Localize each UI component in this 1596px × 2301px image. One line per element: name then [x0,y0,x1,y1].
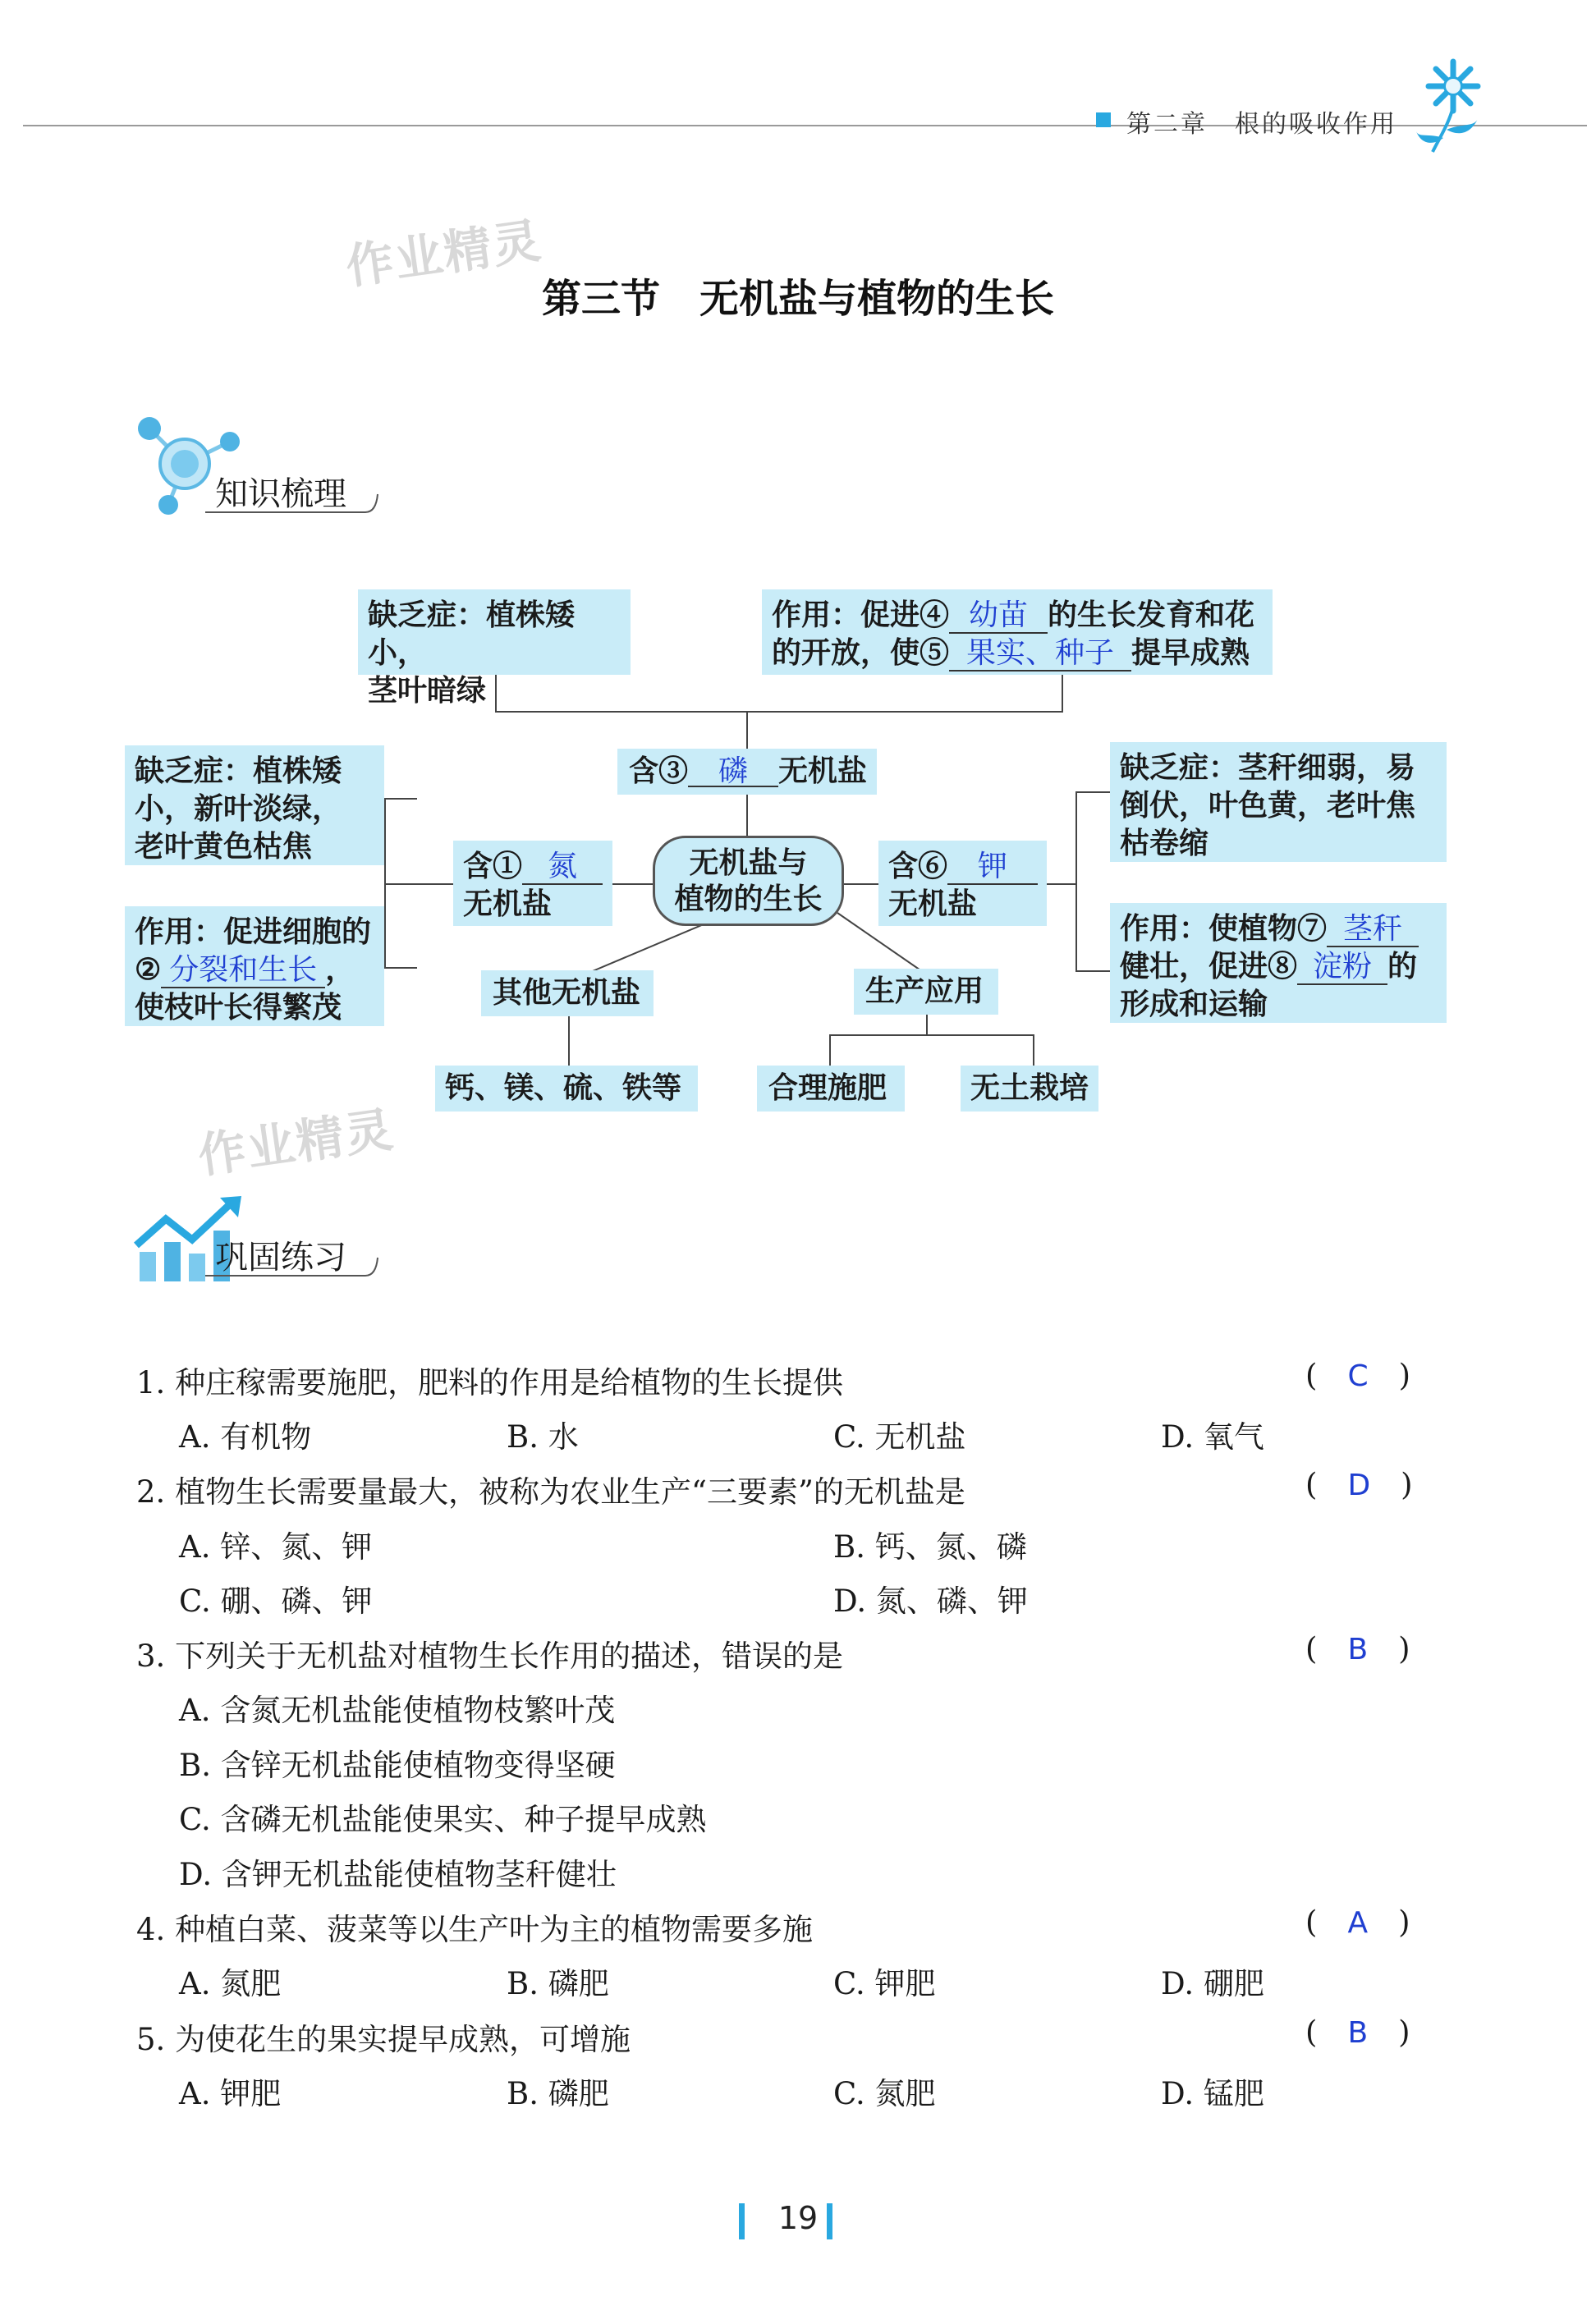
answer-bracket: ( A ) [1305,1905,1410,1940]
n-deficiency-line: 老叶黄色枯焦 [135,829,313,864]
k-label-box [878,841,1047,926]
k-label: 含⑥ [888,849,948,883]
n-function-box [125,906,384,1026]
question-stem: 1. 种庄稼需要施肥，肥料的作用是给植物的生长提供 [136,1365,844,1400]
p-function-text: 的开放，使⑤ [772,635,950,670]
option: C. 钾肥 [833,1966,936,2001]
other-salts-box: 其他无机盐 [481,970,654,1016]
n-label: 含① [463,849,523,883]
option: A. 锌、氮、钾 [179,1529,373,1565]
option: C. 含磷无机盐能使果实、种子提早成熟 [179,1802,707,1837]
answer-bracket: ( B ) [1305,1631,1410,1666]
section-knowledge: 知识梳理 [215,475,346,513]
page-number-bar [827,2203,832,2239]
watermark: 作业精灵 [342,212,546,296]
page-title: 第三节 无机盐与植物的生长 [541,276,1054,322]
option: A. 含氮无机盐能使植物枝繁叶茂 [179,1693,616,1728]
app-item-fertilize: 合理施肥 [757,1066,905,1112]
answer-choice: A [1347,1906,1369,1940]
answer-bracket: ( B ) [1305,2015,1410,2050]
k-function-text: 作用：使植物⑦ [1120,911,1328,946]
app-item-hydroponics: 无土栽培 [961,1066,1098,1112]
answer-2: 分裂和生长 [161,954,325,988]
option: C. 无机盐 [833,1419,966,1455]
option: D. 氮、磷、钾 [833,1584,1028,1619]
center-node [653,836,844,926]
p-deficiency-box [358,589,631,708]
answer-6: 钾 [947,850,1038,885]
answer-7: 茎秆 [1327,913,1419,947]
flower-icon [1412,57,1490,156]
other-salts-items: 钙、镁、硫、铁等 [435,1066,698,1112]
option: D. 氧气 [1161,1419,1264,1455]
n-function-line: 使枝叶长得繁茂 [135,990,342,1024]
answer-3: 磷 [688,758,778,787]
k-function-text: 健壮，促进⑧ [1120,949,1298,983]
n-function-text: ② [135,952,162,987]
section-underline [197,1233,382,1282]
k-deficiency-box [1110,742,1447,862]
k-label: 无机盐 [888,887,978,921]
header-square-icon [1096,112,1111,127]
answer-choice: B [1347,2016,1369,2050]
option: C. 氮肥 [833,2076,936,2111]
answer-choice: B [1347,1633,1369,1666]
p-function-text: 的生长发育和花 [1048,598,1255,632]
option: B. 钙、氮、磷 [833,1529,1027,1565]
k-function-text: 的 [1387,949,1418,983]
p-function-box [762,589,1273,675]
option: D. 锰肥 [1161,2076,1264,2111]
p-function-text: 提早成熟 [1131,635,1250,670]
k-deficiency-line: 枯卷缩 [1120,826,1209,860]
application-box: 生产应用 [854,969,998,1015]
answer-bracket: ( C ) [1305,1358,1411,1393]
option: A. 钾肥 [179,2076,282,2111]
option: A. 有机物 [179,1419,312,1455]
answer-5: 果实、种子 [949,637,1131,672]
k-deficiency-line: 倒伏，叶色黄，老叶焦 [1120,788,1416,823]
n-deficiency-box [125,745,384,865]
watermark: 作业精灵 [195,1101,398,1185]
k-function-line: 形成和运输 [1120,987,1268,1021]
option: D. 硼肥 [1161,1966,1264,2001]
p-function-text: 作用：促进④ [772,598,950,632]
p-label: 无机盐 [778,754,868,788]
p-deficiency-line: 茎叶暗绿 [368,673,487,708]
n-deficiency-line: 小，新叶淡绿， [135,791,342,826]
option: C. 硼、磷、钾 [179,1584,373,1619]
section-practice: 巩固练习 [215,1239,346,1277]
answer-bracket: ( D ) [1305,1467,1413,1502]
option: A. 氮肥 [179,1966,282,2001]
answer-choice: C [1347,1359,1369,1393]
chapter-header: 第二章 根的吸收作用 [1126,110,1397,139]
option: B. 磷肥 [507,1966,609,2001]
page-number: 19 [777,2200,819,2236]
n-label-box [453,841,612,926]
center-node-line: 无机盐与 [689,846,808,880]
answer-4: 幼苗 [949,599,1048,634]
n-function-text: ， [325,952,355,987]
question-stem: 4. 种植白菜、菠菜等以生产叶为主的植物需要多施 [136,1912,814,1947]
center-node-line: 植物的生长 [674,882,823,916]
p-deficiency-line: 缺乏症：植株矮小， [368,598,576,670]
question-stem: 3. 下列关于无机盐对植物生长作用的描述，错误的是 [136,1639,844,1674]
p-label-box [617,749,877,795]
k-function-box [1110,903,1447,1023]
question-stem: 5. 为使花生的果实提早成熟，可增施 [136,2022,631,2057]
section-underline [197,470,382,519]
k-deficiency-line: 缺乏症：茎秆细弱，易 [1120,750,1416,785]
question-stem: 2. 植物生长需要量最大，被称为农业生产“三要素”的无机盐是 [136,1474,965,1510]
answer-1: 氮 [522,850,603,885]
p-label: 含③ [629,754,689,788]
option: D. 含钾无机盐能使植物茎秆健壮 [179,1857,617,1892]
option: B. 水 [507,1419,579,1455]
n-function-line: 作用：促进细胞的 [135,914,372,949]
answer-choice: D [1347,1469,1371,1502]
option: B. 磷肥 [507,2076,609,2111]
option: B. 含锌无机盐能使植物变得坚硬 [179,1748,616,1783]
n-label: 无机盐 [463,887,553,921]
answer-8: 淀粉 [1297,951,1387,985]
n-deficiency-line: 缺乏症：植株矮 [135,754,342,788]
